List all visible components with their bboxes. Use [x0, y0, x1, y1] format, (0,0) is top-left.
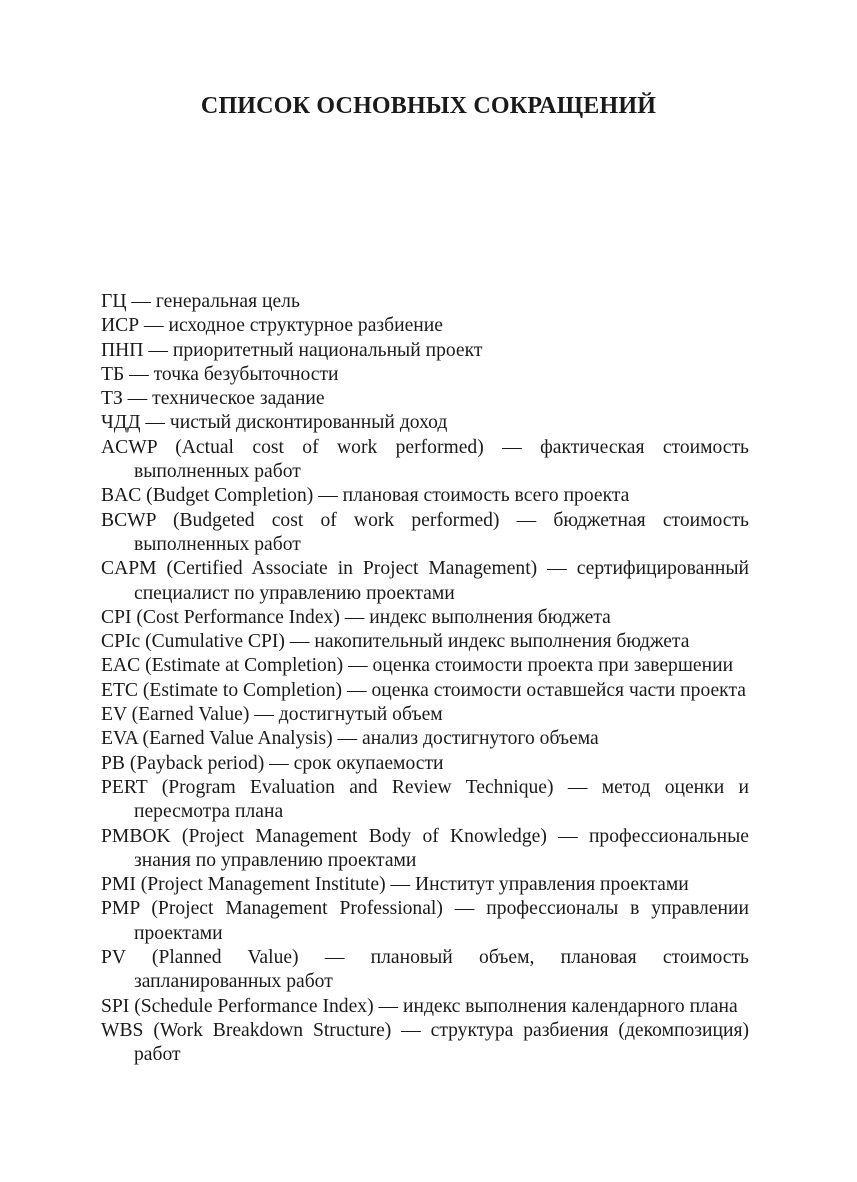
abbreviation-entry: PMI (Project Management Institute) — Институт управления проектами: [101, 874, 689, 896]
abbreviation-entry: PERT (Program Evaluation and Review Technique) — метод оценки и пересмотра плана: [101, 776, 749, 823]
abbreviation-entry: ТБ — точка безубыточности: [101, 363, 339, 385]
abbreviation-entry: CPIc (Cumulative CPI) — накопительный индекс выполнения бюджета: [101, 631, 690, 653]
abbreviation-entry: EV (Earned Value) — достигнутый объем: [101, 704, 443, 726]
abbreviation-entry: EVA (Earned Value Analysis) — анализ достигнутого объема: [101, 728, 599, 750]
abbreviation-entry: BCWP (Budgeted cost of work performed) — бюджетная стоимость выполненных работ: [101, 509, 749, 555]
abbreviation-entry: CPI (Cost Performance Index) — индекс выполнения бюджета: [101, 606, 611, 628]
abbreviation-entry: ACWP (Actual cost of work performed) — фактическая стоимость выполненных работ: [101, 436, 749, 483]
abbreviation-entry: PB (Payback period) — срок окупаемости: [101, 752, 444, 774]
page-title: СПИСОК ОСНОВНЫХ СОКРАЩЕНИЙ: [200, 93, 657, 119]
abbreviation-entry: SPI (Schedule Performance Index) — индекс выполнения календарного плана: [101, 995, 738, 1017]
abbreviation-entry: ЧДД — чистый дисконтированный доход: [101, 412, 448, 434]
abbreviation-entry: EAC (Estimate at Completion) — оценка стоимости проекта при завершении: [101, 655, 734, 677]
abbreviation-entry: CAPM (Certified Associate in Project Management) — сертифицированный специалист по управлению проектами: [101, 558, 749, 604]
abbreviation-list: [101, 290, 749, 1068]
abbreviation-entry: ТЗ — техническое задание: [101, 388, 325, 410]
abbreviation-entry: ГЦ — генеральная цель: [101, 291, 300, 312]
abbreviation-entry: ETC (Estimate to Completion) — оценка стоимости оставшейся части проекта: [101, 679, 746, 701]
abbreviation-entry: WBS (Work Breakdown Structure) — структура разбиения (декомпозиция) работ: [101, 1019, 749, 1066]
abbreviation-entry: ПНП — приоритетный национальный проект: [101, 339, 483, 361]
abbreviation-entry: PMBOK (Project Management Body of Knowledge) — профессиональные знания по управлению проектами: [101, 825, 749, 871]
abbreviation-entry: BAC (Budget Completion) — плановая стоимость всего проекта: [101, 485, 630, 507]
abbreviation-entry: ИСР — исходное структурное разбиение: [101, 315, 443, 337]
abbreviation-entry: PV (Planned Value) — плановый объем, плановая стоимость запланированных работ: [101, 947, 749, 993]
abbreviation-entry: PMP (Project Management Professional) — профессионалы в управлении проектами: [101, 898, 749, 944]
